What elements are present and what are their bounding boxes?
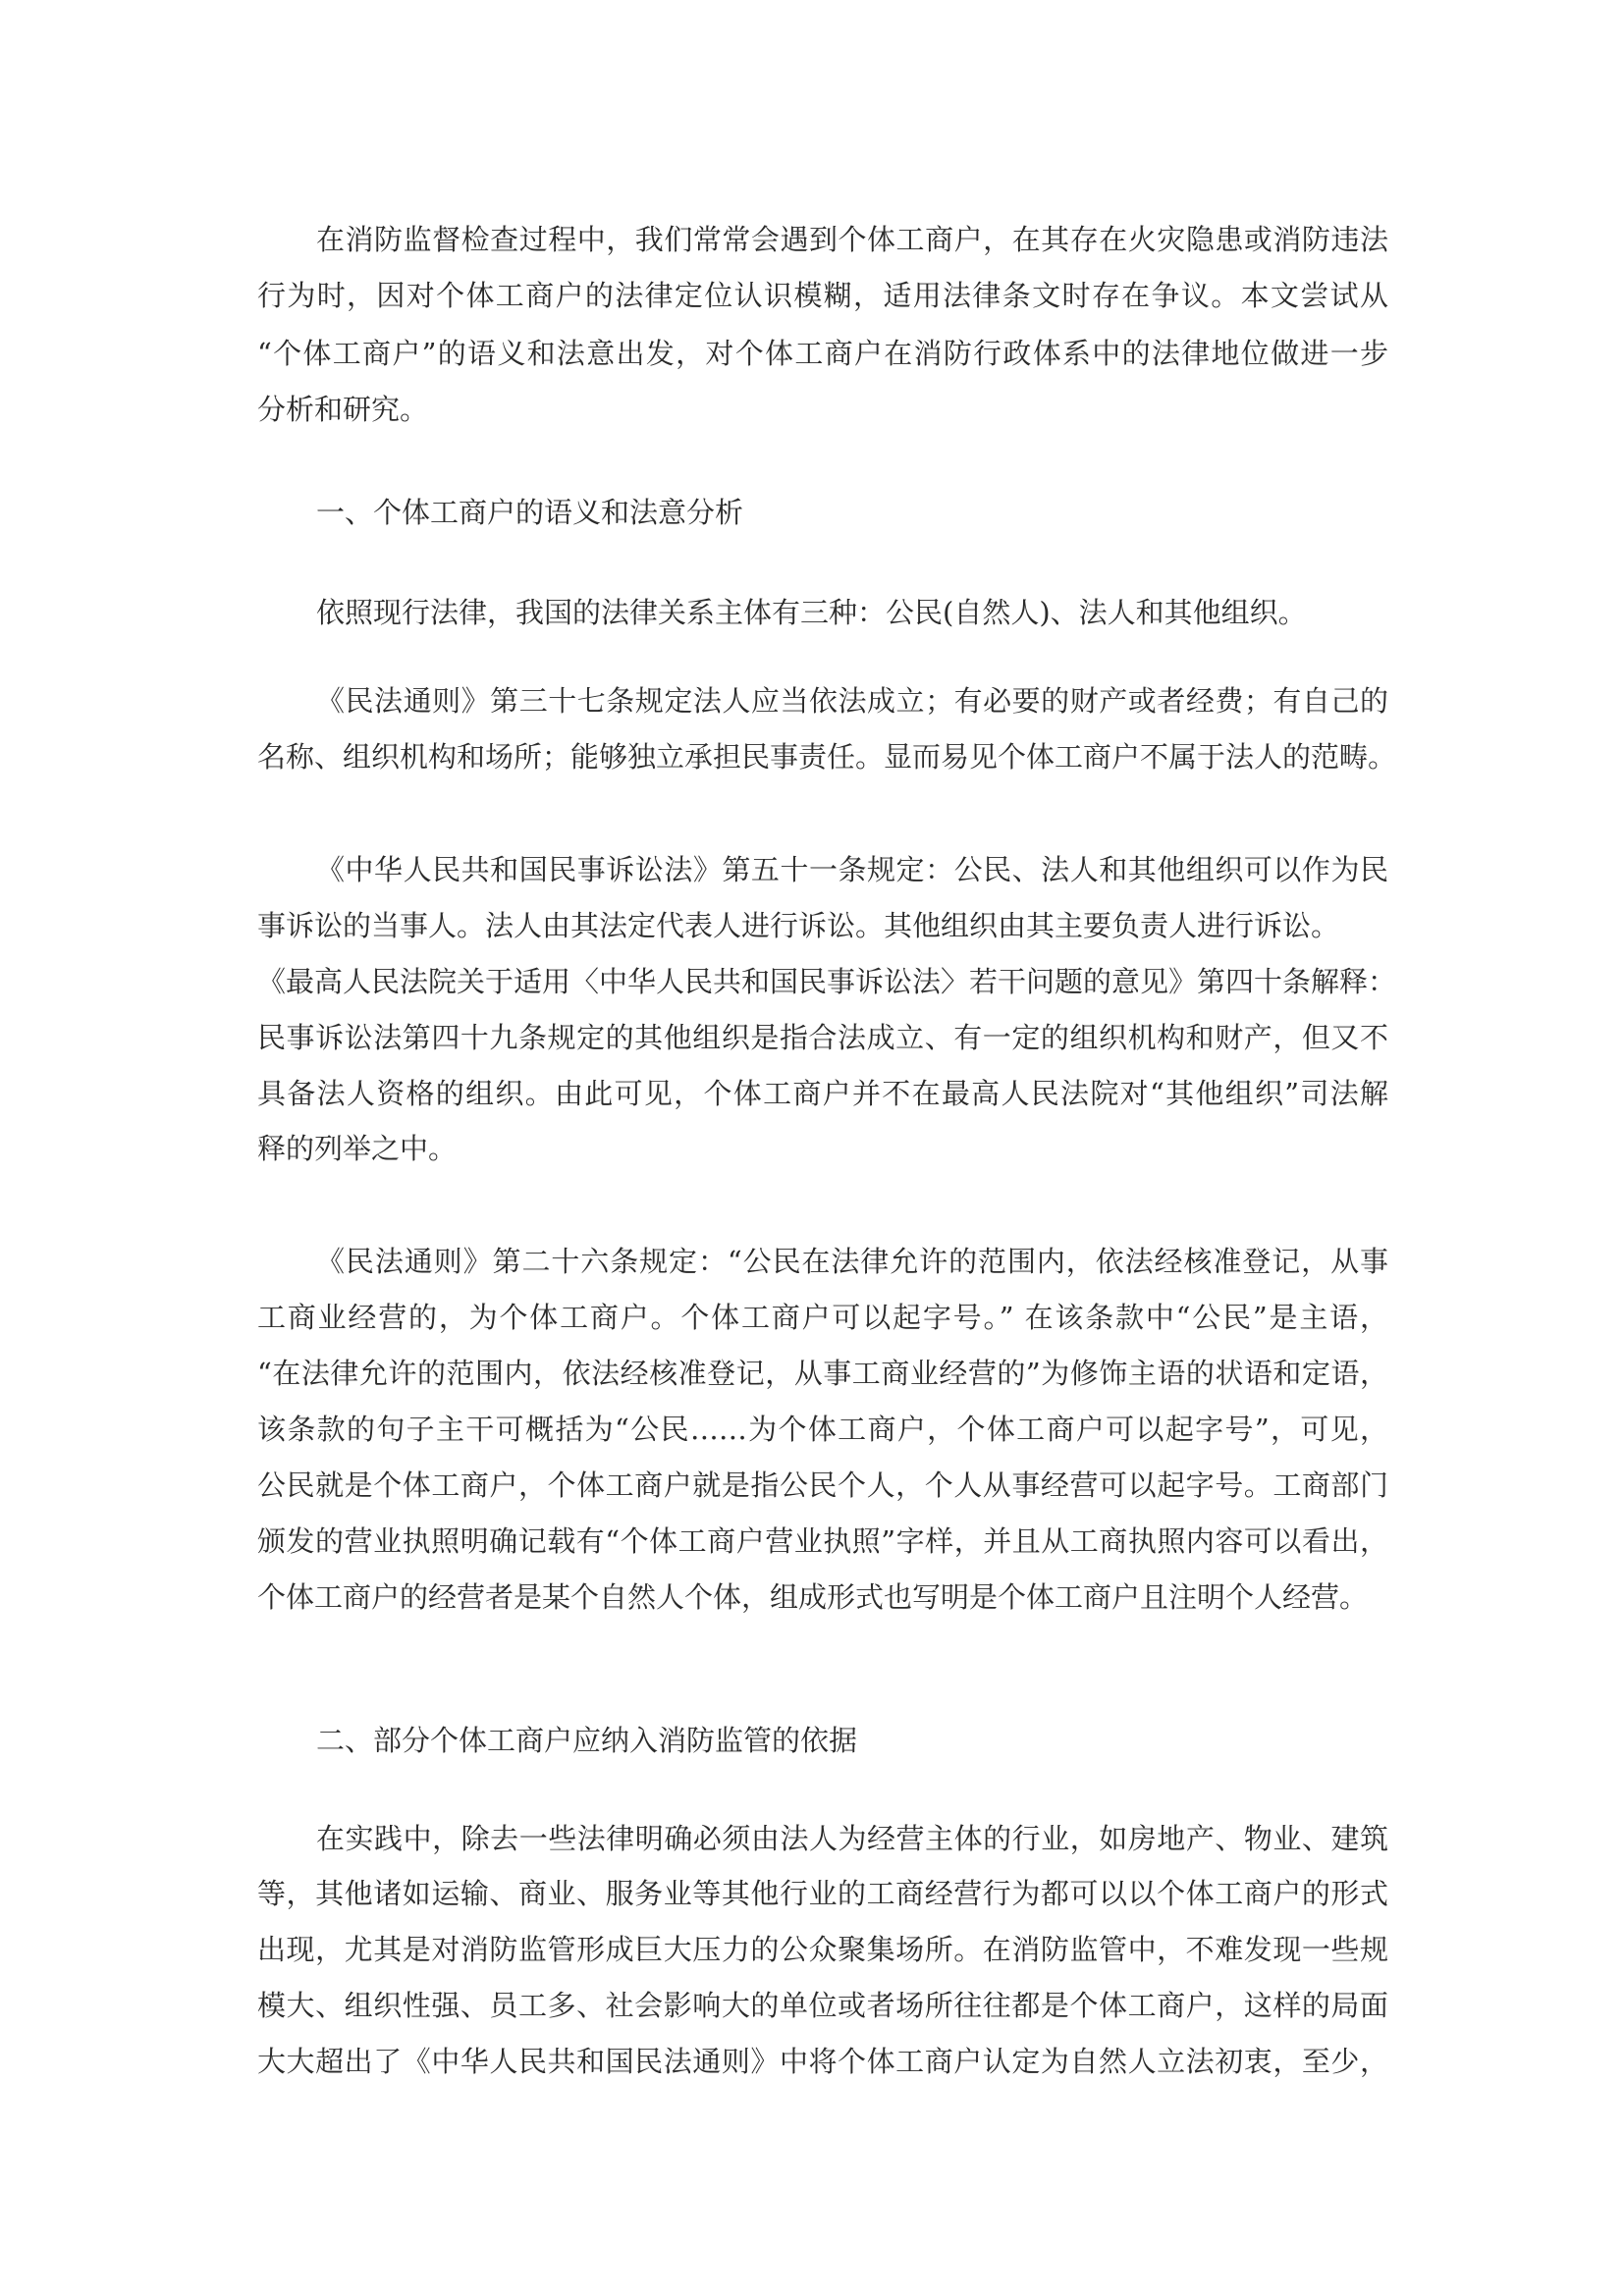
text-line: 行为时，因对个体工商户的法律定位认识模糊，适用法律条文时存在争议。本文尝试从	[257, 279, 1388, 312]
text-line: 具备法人资格的组织。由此可见，个体工商户并不在最高人民法院对“其他组织”司法解	[257, 1077, 1388, 1110]
text-line: 模大、组织性强、员工多、社会影响大的单位或者场所往往都是个体工商户，这样的局面	[257, 1989, 1388, 2022]
text-line: 在消防监督检查过程中，我们常常会遇到个体工商户，在其存在火灾隐患或消防违法	[316, 223, 1388, 256]
text-line: 《民法通则》第二十六条规定：“公民在法律允许的范围内，依法经核准登记，从事	[316, 1245, 1388, 1278]
text-line: 大大超出了《中华人民共和国民法通则》中将个体工商户认定为自然人立法初衷，至少，	[257, 2045, 1388, 2078]
text-line: 事诉讼的当事人。法人由其法定代表人进行诉讼。其他组织由其主要负责人进行诉讼。	[257, 909, 1340, 942]
text-line: “在法律允许的范围内，依法经核准登记，从事工商业经营的”为修饰主语的状语和定语，	[257, 1357, 1388, 1390]
text-line: 释的列举之中。	[257, 1132, 458, 1165]
section-heading-2: 二、部分个体工商户应纳入消防监管的依据	[316, 1724, 858, 1757]
text-line: 在实践中，除去一些法律明确必须由法人为经营主体的行业，如房地产、物业、建筑	[316, 1822, 1388, 1855]
text-line: 《中华人民共和国民事诉讼法》第五十一条规定：公民、法人和其他组织可以作为民	[316, 853, 1388, 886]
text-line: 工商业经营的，为个体工商户。个体工商户可以起字号。” 在该条款中“公民”是主语，	[257, 1301, 1388, 1334]
text-line: 该条款的句子主干可概括为“公民……为个体工商户，个体工商户可以起字号”，可见，	[257, 1413, 1388, 1446]
text-line: 等，其他诸如运输、商业、服务业等其他行业的工商经营行为都可以以个体工商户的形式	[257, 1877, 1388, 1910]
text-line: 出现，尤其是对消防监管形成巨大压力的公众聚集场所。在消防监管中，不难发现一些规	[257, 1933, 1388, 1966]
text-line: 《最高人民法院关于适用〈中华人民共和国民事诉讼法〉若干问题的意见》第四十条解释：	[257, 965, 1397, 998]
section-heading-1: 一、个体工商户的语义和法意分析	[316, 496, 744, 529]
text-line: 名称、组织机构和场所；能够独立承担民事责任。显而易见个体工商户不属于法人的范畴。	[257, 740, 1397, 774]
text-line: 个体工商户的经营者是某个自然人个体，组成形式也写明是个体工商户且注明个人经营。	[257, 1580, 1369, 1614]
text-line: 《民法通则》第三十七条规定法人应当依法成立；有必要的财产或者经费；有自己的	[316, 684, 1388, 718]
text-line: 民事诉讼法第四十九条规定的其他组织是指合法成立、有一定的组织机构和财产，但又不	[257, 1021, 1388, 1054]
text-line: 颁发的营业执照明确记载有“个体工商户营业执照”字样，并且从工商执照内容可以看出，	[257, 1524, 1388, 1558]
text-line: 分析和研究。	[257, 393, 429, 426]
text-line: 公民就是个体工商户，个体工商户就是指公民个人，个人从事经营可以起字号。工商部门	[257, 1468, 1388, 1502]
text-line: 依照现行法律，我国的法律关系主体有三种：公民(自然人)、法人和其他组织。	[316, 596, 1307, 629]
text-line: “个体工商户”的语义和法意出发，对个体工商户在消防行政体系中的法律地位做进一步	[257, 337, 1388, 370]
